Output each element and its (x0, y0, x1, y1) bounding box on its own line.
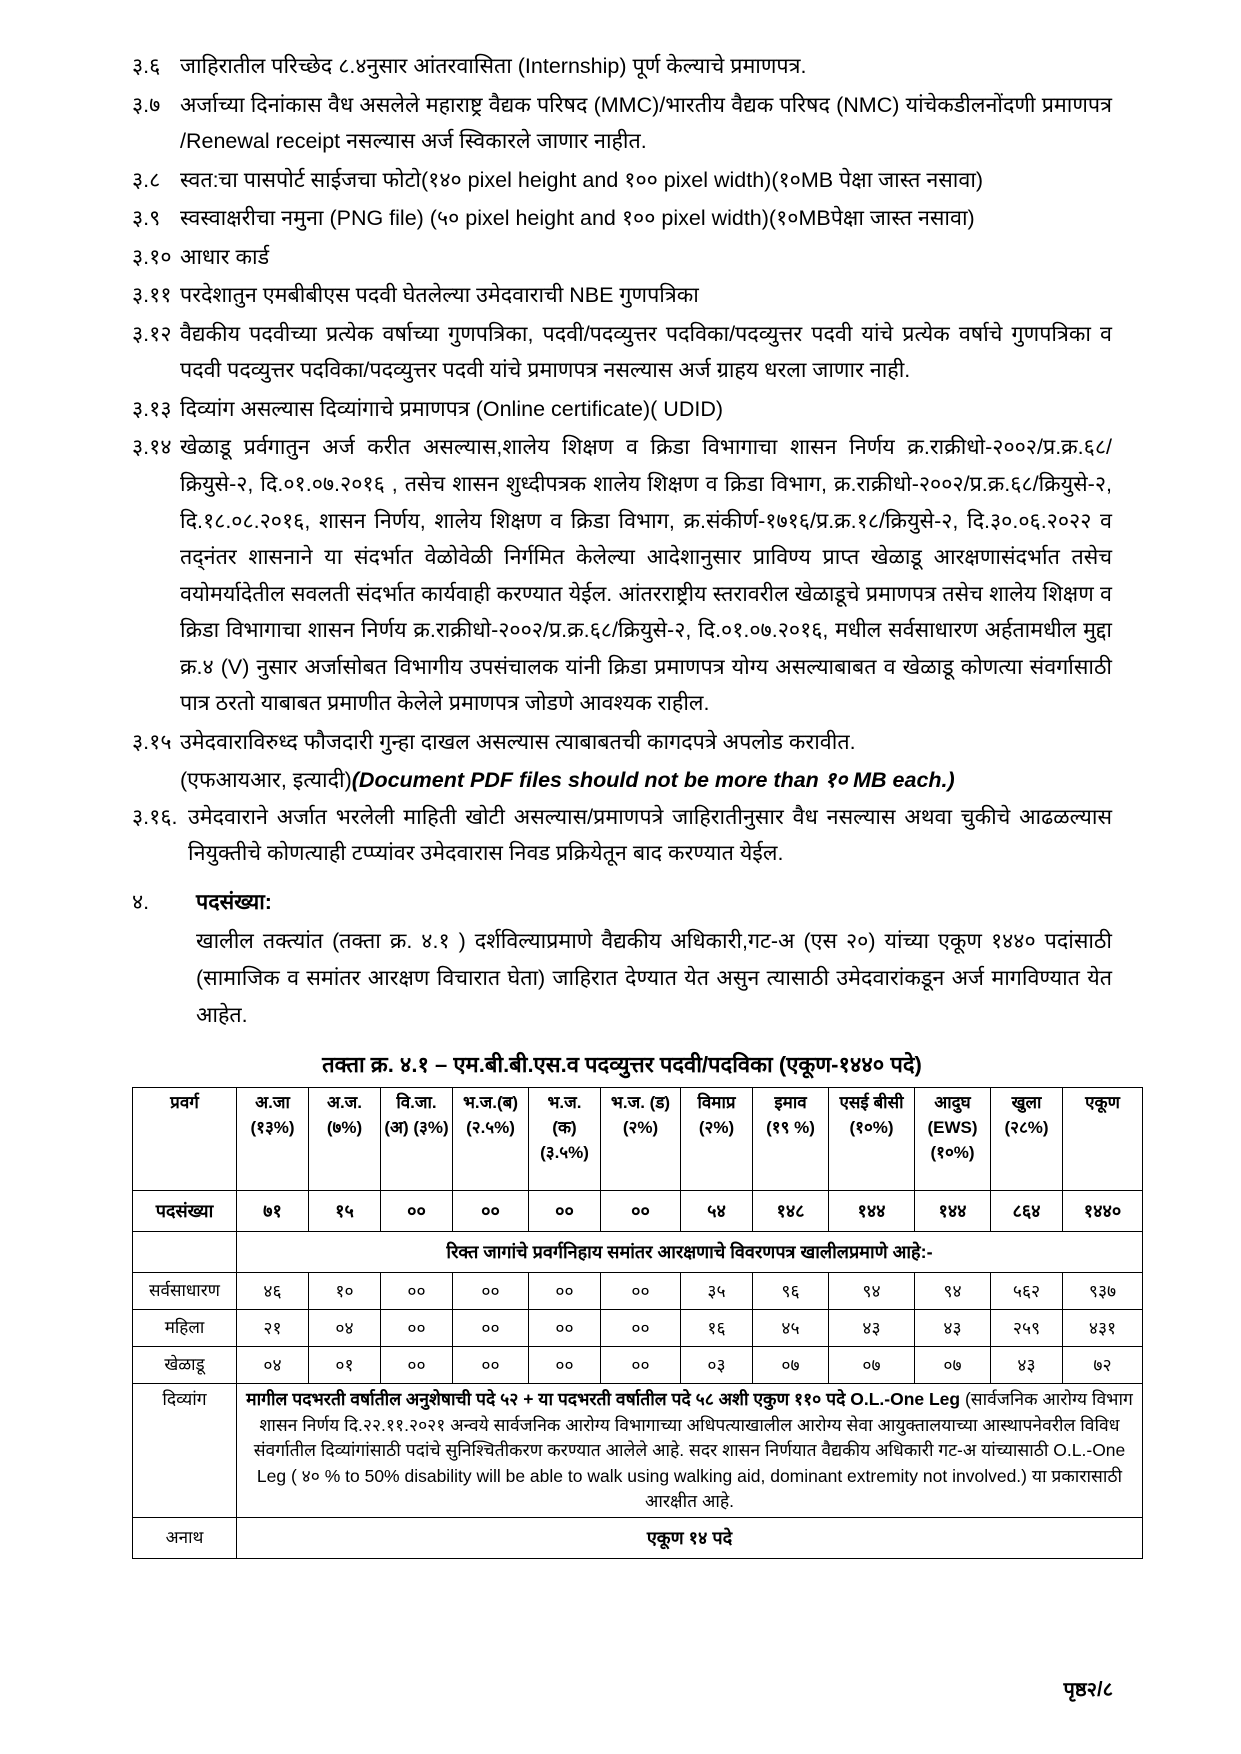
header-cell: इमाव (१९ %) (753, 1088, 829, 1191)
cell: ०४ (237, 1347, 309, 1384)
table-row (133, 1310, 1143, 1347)
row-label: महिला (133, 1310, 237, 1347)
row-label: दिव्यांग (133, 1384, 237, 1518)
header-cell: अ.ज. (७%) (309, 1088, 381, 1191)
header-cell: भ.ज.(ब) (२.५%) (453, 1088, 529, 1191)
banner-text: रिक्त जागांचे प्रवर्गनिहाय समांतर आरक्षणाचे विवरणपत्र खालीलप्रमाणे आहे:- (237, 1232, 1143, 1273)
clause-text: अर्जाच्या दिनांकास वैध असलेले महाराष्ट्र वैद्यक परिषद (MMC)/भारतीय वैद्यक परिषद (NMC) यांचेकडीलनोंदणी प्रमाणपत्र /Renewal receipt नसल्यास अर्ज स्विकारले जाणार नाहीत. (180, 92, 1112, 154)
cell: ०० (453, 1273, 529, 1310)
cell: ७१ (237, 1191, 309, 1232)
cell: ५६२ (991, 1273, 1063, 1310)
clause-text: स्वत:चा पासपोर्ट साईजचा फोटो(१४० pixel height and १०० pixel width)(१०MB पेक्षा जास्त नसावा) (180, 167, 984, 192)
cell: ०० (529, 1191, 601, 1232)
cell: ०० (381, 1191, 453, 1232)
cell: ४३१ (1063, 1310, 1143, 1347)
cell: ०० (601, 1310, 681, 1347)
cell: ५४ (681, 1191, 753, 1232)
clause-3-16 (132, 799, 1112, 872)
section-4-heading (132, 884, 1112, 921)
cell: ३५ (681, 1273, 753, 1310)
cell: ०० (529, 1310, 601, 1347)
divyang-note-bold: मागील पदभरती वर्षातील अनुशेषाची पदे ५२ + या पदभरती वर्षातील पदे ५८ अशी एकुण ११० पदे O.L.-One Leg (246, 1389, 965, 1410)
cell: ०० (529, 1273, 601, 1310)
cell: ०१ (309, 1347, 381, 1384)
row-label: सर्वसाधारण (133, 1273, 237, 1310)
table-row-divyang (133, 1384, 1143, 1518)
divyang-note (237, 1384, 1143, 1518)
cell: ०७ (753, 1347, 829, 1384)
cell: १४४ (915, 1191, 991, 1232)
cell: १५ (309, 1191, 381, 1232)
table-header-row (133, 1088, 1143, 1191)
cell: ०३ (681, 1347, 753, 1384)
clause-number: ३.७ (132, 92, 161, 117)
table-banner-row (133, 1232, 1143, 1273)
anath-value: एकूण १४ पदे (237, 1518, 1143, 1559)
clause-3-13 (132, 391, 1112, 428)
document-content (132, 48, 1133, 1559)
clause-3-10 (132, 239, 1112, 276)
cell: ०० (381, 1347, 453, 1384)
cell: ४३ (991, 1347, 1063, 1384)
cell: ०० (381, 1310, 453, 1347)
cell: ०० (601, 1191, 681, 1232)
clause-text: उमेदवाराने अर्जात भरलेली माहिती खोटी असल्यास/प्रमाणपत्रे जाहिरातीनुसार वैध नसल्यास अथवा चुकीचे आढळल्यास नियुक्तीचे कोणत्याही टप्प्यांवर उमेदवारास निवड प्रक्रियेतून बाद करण्यात येईल. (188, 804, 1112, 866)
row-label: पदसंख्या (133, 1191, 237, 1232)
clause-3-6 (132, 48, 1112, 85)
table-row (133, 1347, 1143, 1384)
cell: ४३ (915, 1310, 991, 1347)
clause-number: ३.८ (132, 167, 161, 192)
header-cell: एसई बीसी (१०%) (829, 1088, 915, 1191)
cell: ०० (601, 1273, 681, 1310)
clause-3-15 (132, 724, 1112, 761)
clause-number: ३.१३ (132, 396, 172, 421)
header-cell: वि.जा. (अ) (३%) (381, 1088, 453, 1191)
clause-text: आधार कार्ड (180, 244, 270, 269)
fir-note-line (180, 762, 1112, 799)
cell: १४४ (829, 1191, 915, 1232)
cell: ८६४ (991, 1191, 1063, 1232)
clause-number: ३.१५ (132, 729, 172, 754)
table-row-total-posts (133, 1191, 1143, 1232)
row-label: खेळाडू (133, 1347, 237, 1384)
banner-blank-cell (133, 1232, 237, 1273)
cell: ०० (529, 1347, 601, 1384)
fir-prefix: (एफआयआर, इत्यादी) (180, 768, 352, 793)
clause-text: खेळाडू प्रर्वगातुन अर्ज करीत असल्यास,शालेय शिक्षण व क्रिडा विभागाचा शासन निर्णय क्र.राक्रीधो-२००२/प्र.क्र.६८/क्रियुसे-२, दि.०१.०७.२०१६ , तसेच शासन शुध्दीपत्रक शालेय शिक्षण व क्रिडा विभाग, क्र.राक्रीधो-२००२/प्र.क्र.६८/क्रियुसे-२, दि.१८.०८.२०१६, शासन निर्णय, शालेय शिक्षण व क्रिडा विभाग, क्र.संकीर्ण-१७१६/प्र.क्र.१८/क्रियुसे-२, दि.३०.०६.२०२२ व तद्नंतर शासनाने या संदर्भात वेळोवेळी निर्गमित केलेल्या आदेशानुसार प्राविण्य प्राप्त खेळाडू आरक्षणासंदर्भात तसेच वयोमर्यादेतील सवलती संदर्भात कार्यवाही करण्यात येईल. आंतरराष्ट्रीय स्तरावरील खेळाडूचे प्रमाणपत्र तसेच शालेय शिक्षण व क्रिडा विभागाचा शासन निर्णय क्र.राक्रीधो-२००२/प्र.क्र.६८/क्रियुसे-२, दि.०१.०७.२०१६, मधील सर्वसाधारण अर्हतामधील मुद्दा क्र.४ (V) नुसार अर्जासोबत विभागीय उपसंचालक यांनी क्रिडा प्रमाणपत्र योग्य असल्याबाबत व खेळाडू कोणत्या संवर्गासाठी पात्र ठरतो याबाबत प्रमाणीत केलेले प्रमाणपत्र जोडणे आवश्यक राहील. (180, 435, 1112, 716)
cell: ०० (453, 1310, 529, 1347)
clause-3-7 (132, 87, 1112, 160)
cell: ९६ (753, 1273, 829, 1310)
cell: ०० (453, 1191, 529, 1232)
cell: ०० (381, 1273, 453, 1310)
clause-number: ३.१२ (132, 321, 172, 346)
row-label: अनाथ (133, 1518, 237, 1559)
cell: ९४ (829, 1273, 915, 1310)
page-footer: पृष्ठ२/८ (1063, 1679, 1113, 1701)
header-cell: अ.जा (१३%) (237, 1088, 309, 1191)
cell: ९३७ (1063, 1273, 1143, 1310)
header-cell-pravarg: प्रवर्ग (133, 1088, 237, 1191)
post-distribution-table (132, 1087, 1143, 1559)
clause-number: ३.१० (132, 244, 172, 269)
cell: ९४ (915, 1273, 991, 1310)
cell: ०४ (309, 1310, 381, 1347)
cell: ०० (601, 1347, 681, 1384)
clause-3-12 (132, 316, 1112, 389)
cell: १६ (681, 1310, 753, 1347)
cell: २५९ (991, 1310, 1063, 1347)
clause-text: उमेदवाराविरुध्द फौजदारी गुन्हा दाखल असल्यास त्याबाबतची कागदपत्रे अपलोड करावीत. (180, 729, 856, 754)
cell: ४५ (753, 1310, 829, 1347)
clause-3-9 (132, 200, 1112, 237)
table-title: तक्ता क्र. ४.१ – एम.बी.बी.एस.व पदव्युत्तर पदवी/पदविका (एकूण-१४४० पदे) (322, 1052, 922, 1078)
cell: ०० (453, 1347, 529, 1384)
cell: १४४० (1063, 1191, 1143, 1232)
table-row-anath (133, 1518, 1143, 1559)
cell: ७२ (1063, 1347, 1143, 1384)
section-4-paragraph: खालील तक्त्यांत (तक्ता क्र. ४.१ ) दर्शविल्याप्रमाणे वैद्यकीय अधिकारी,गट-अ (एस २०) यांच्या एकूण १४४० पदांसाठी (सामाजिक व समांतर आरक्षण विचारात घेता) जाहिरात देण्यात येत असुन त्यासाठी उमेदवारांकडून अर्ज मागविण्यात येत आहेत. (196, 928, 1112, 1027)
clause-number: ३.९ (132, 206, 161, 231)
header-cell: विमाप्र (२%) (681, 1088, 753, 1191)
clause-3-11 (132, 277, 1112, 314)
section-title: पदसंख्या: (196, 890, 272, 915)
clause-text: वैद्यकीय पदवीच्या प्रत्येक वर्षाच्या गुणपत्रिका, पदवी/पदव्युत्तर पदविका/पदव्युत्तर पदवी यांचे प्रत्येक वर्षाचे गुणपत्रिका व पदवी पदव्युत्तर पदविका/पदव्युत्तर पदवी यांचे प्रमाणपत्र नसल्यास अर्ज ग्राहय धरला जाणार नाही. (180, 321, 1112, 383)
clause-text: स्वस्वाक्षरीचा नमुना (PNG file) (५० pixel height and १०० pixel width)(१०MBपेक्षा जास्त नसावा) (180, 206, 975, 231)
clause-number: ३.६ (132, 54, 161, 78)
clause-number: ३.१४ (132, 435, 172, 460)
clause-3-14 (132, 429, 1112, 721)
header-cell: खुला (२८%) (991, 1088, 1063, 1191)
header-cell: भ.ज. (क) (३.५%) (529, 1088, 601, 1191)
clause-number: ३.१६. (132, 804, 178, 829)
table-row (133, 1273, 1143, 1310)
clause-3-8 (132, 162, 1112, 199)
cell: १४८ (753, 1191, 829, 1232)
clause-text: परदेशातुन एमबीबीएस पदवी घेतलेल्या उमेदवाराची NBE गुणपत्रिका (180, 283, 699, 308)
header-cell: भ.ज. (ड) (२%) (601, 1088, 681, 1191)
cell: २१ (237, 1310, 309, 1347)
divyang-note-rest: (सार्वजनिक आरोग्य विभाग शासन निर्णय दि.२२.११.२०२१ अन्वये सार्वजनिक आरोग्य विभागाच्या अधिपत्याखालील आरोग्य सेवा आयुक्तालयाच्या आस्थापनेवरील विविध संवर्गातील दिव्यांगांसाठी पदांचे सुनिश्चितीकरण करण्यात आलेले आहे. सदर शासन निर्णयात वैद्यकीय अधिकारी गट-अ यांच्यासाठी O.L.-One Leg ( ४० % to 50% disability will be able to walk using walking aid, dominant extremity not involved.) या प्रकारासाठी आरक्षीत आहे. (253, 1389, 1133, 1511)
clause-text: दिव्यांग असल्यास दिव्यांगाचे प्रमाणपत्र (Online certificate)( UDID) (180, 396, 724, 421)
clause-text: जाहिरातील परिच्छेद ८.४नुसार आंतरवासिता (Internship) पूर्ण केल्याचे प्रमाणपत्र. (180, 54, 807, 78)
section-number: ४. (132, 890, 150, 915)
cell: ४३ (829, 1310, 915, 1347)
pdf-size-note: (Document PDF files should not be more than १० MB each.) (351, 768, 955, 793)
clause-number: ३.११ (132, 283, 172, 308)
header-cell: आदुघ (EWS) (१०%) (915, 1088, 991, 1191)
cell: ४६ (237, 1273, 309, 1310)
cell: १० (309, 1273, 381, 1310)
cell: ०७ (915, 1347, 991, 1384)
header-cell: एकूण (1063, 1088, 1143, 1191)
cell: ०७ (829, 1347, 915, 1384)
